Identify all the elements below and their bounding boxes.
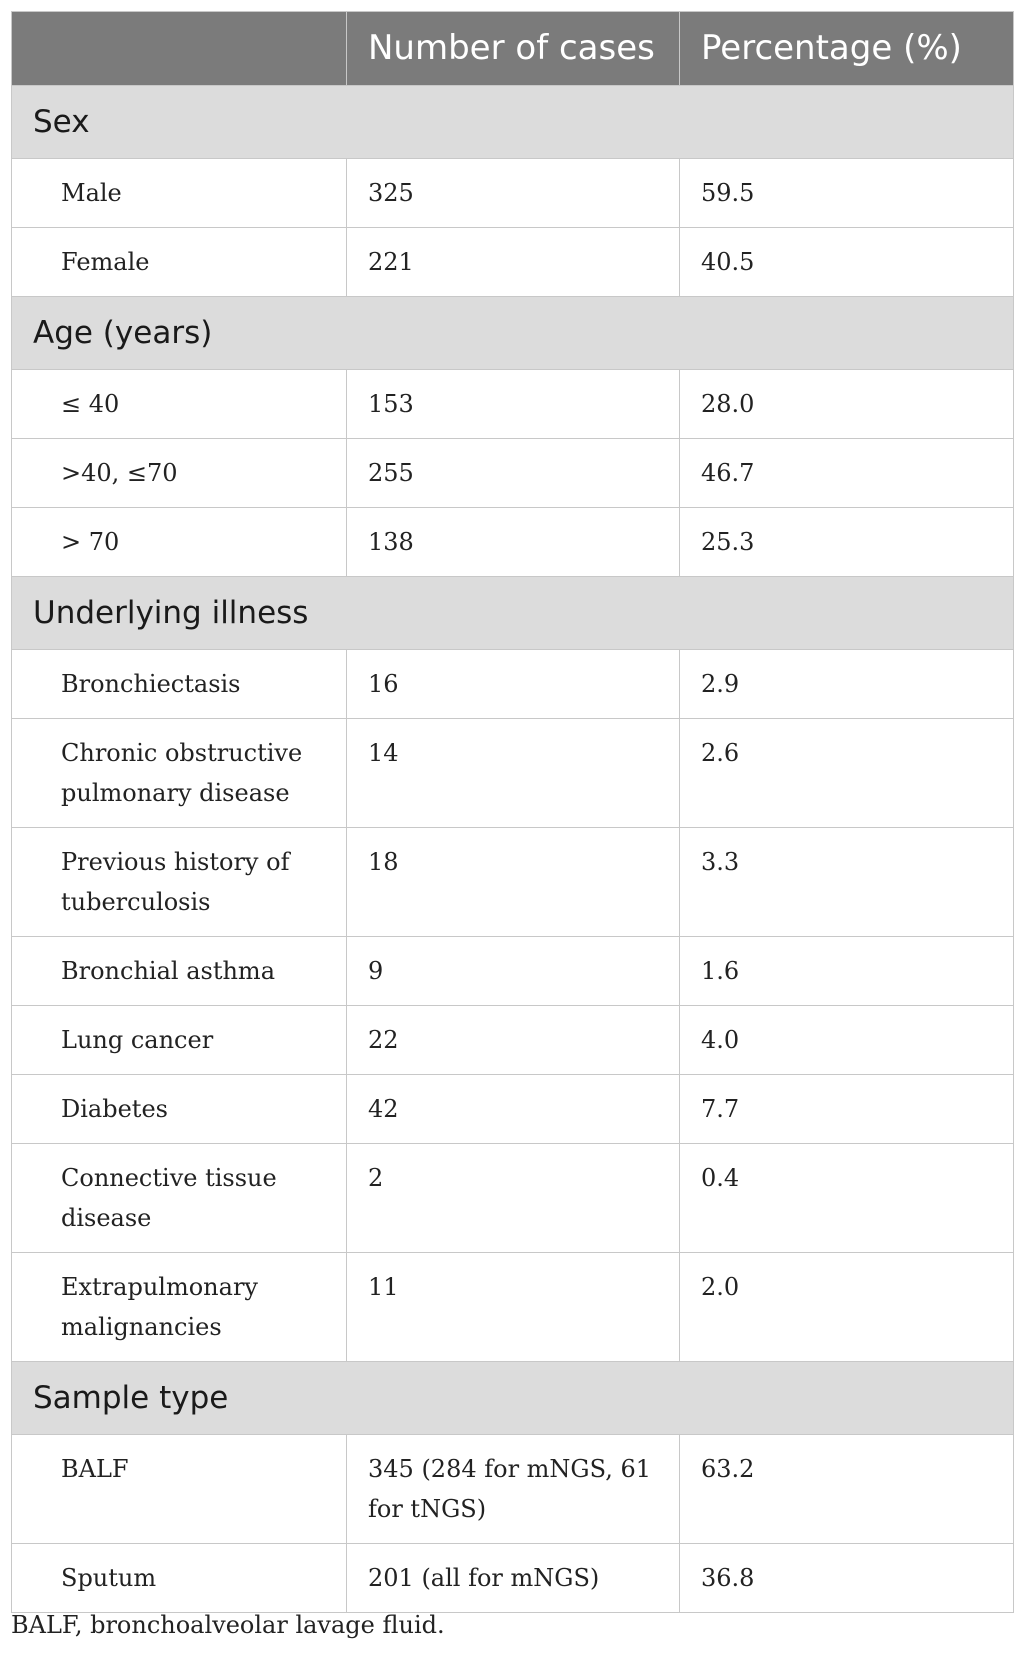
row-count: 42	[347, 1075, 680, 1144]
table-row	[12, 1075, 1014, 1144]
section-row-underlying-illness	[12, 577, 1014, 650]
row-count: 221	[347, 228, 680, 297]
row-percent: 46.7	[680, 439, 1014, 508]
row-count: 255	[347, 439, 680, 508]
row-count: 9	[347, 937, 680, 1006]
table-row	[12, 1006, 1014, 1075]
row-count: 138	[347, 508, 680, 577]
table-row	[12, 228, 1014, 297]
table-footnote: BALF, bronchoalveolar lavage fluid.	[11, 1611, 445, 1639]
row-label: > 70	[12, 508, 347, 577]
table-row	[12, 370, 1014, 439]
header-number-of-cases: Number of cases	[347, 12, 680, 86]
section-row-sample-type	[12, 1362, 1014, 1435]
header-percentage: Percentage (%)	[680, 12, 1014, 86]
row-count: 201 (all for mNGS)	[347, 1544, 680, 1613]
row-label: Previous history of tuberculosis	[12, 828, 347, 937]
row-percent: 2.6	[680, 719, 1014, 828]
row-label: ≤ 40	[12, 370, 347, 439]
table-row	[12, 1435, 1014, 1544]
header-empty-cell	[12, 12, 347, 86]
row-label: Chronic obstructive pulmonary disease	[12, 719, 347, 828]
row-label: Female	[12, 228, 347, 297]
table-row	[12, 937, 1014, 1006]
table-row	[12, 719, 1014, 828]
row-label: Connective tissue disease	[12, 1144, 347, 1253]
row-label: BALF	[12, 1435, 347, 1544]
demographics-table	[11, 11, 1014, 1613]
row-percent: 28.0	[680, 370, 1014, 439]
row-count: 14	[347, 719, 680, 828]
row-percent: 40.5	[680, 228, 1014, 297]
demographics-table-container	[11, 11, 1013, 1613]
row-label: Sputum	[12, 1544, 347, 1613]
row-count: 11	[347, 1253, 680, 1362]
row-percent: 2.9	[680, 650, 1014, 719]
table-row	[12, 439, 1014, 508]
table-row	[12, 828, 1014, 937]
row-label: Bronchial asthma	[12, 937, 347, 1006]
row-count: 22	[347, 1006, 680, 1075]
row-label: Male	[12, 159, 347, 228]
table-row	[12, 159, 1014, 228]
row-percent: 1.6	[680, 937, 1014, 1006]
table-row	[12, 1253, 1014, 1362]
row-count: 2	[347, 1144, 680, 1253]
section-row-sex	[12, 86, 1014, 159]
row-percent: 25.3	[680, 508, 1014, 577]
row-percent: 59.5	[680, 159, 1014, 228]
row-percent: 63.2	[680, 1435, 1014, 1544]
row-percent: 2.0	[680, 1253, 1014, 1362]
row-count: 325	[347, 159, 680, 228]
section-row-age	[12, 297, 1014, 370]
row-percent: 0.4	[680, 1144, 1014, 1253]
row-label: Bronchiectasis	[12, 650, 347, 719]
table-row	[12, 1544, 1014, 1613]
section-title: Sex	[12, 86, 1014, 159]
row-percent: 3.3	[680, 828, 1014, 937]
row-count: 16	[347, 650, 680, 719]
row-count: 345 (284 for mNGS, 61 for tNGS)	[347, 1435, 680, 1544]
row-count: 18	[347, 828, 680, 937]
table-row	[12, 1144, 1014, 1253]
row-label: Extrapulmonary malignancies	[12, 1253, 347, 1362]
row-percent: 36.8	[680, 1544, 1014, 1613]
row-label: Lung cancer	[12, 1006, 347, 1075]
table-row	[12, 650, 1014, 719]
row-percent: 7.7	[680, 1075, 1014, 1144]
section-title: Underlying illness	[12, 577, 1014, 650]
row-label: >40, ≤70	[12, 439, 347, 508]
section-title: Age (years)	[12, 297, 1014, 370]
table-header-row	[12, 12, 1014, 86]
section-title: Sample type	[12, 1362, 1014, 1435]
table-row	[12, 508, 1014, 577]
row-label: Diabetes	[12, 1075, 347, 1144]
row-count: 153	[347, 370, 680, 439]
row-percent: 4.0	[680, 1006, 1014, 1075]
